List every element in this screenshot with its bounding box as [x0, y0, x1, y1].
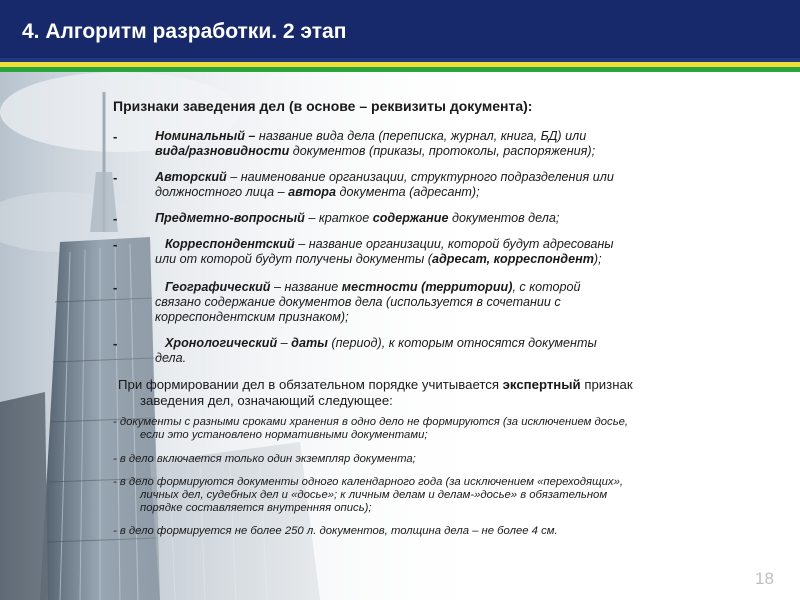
- list-item-cont: связано содержание документов дела (используется в сочетании с: [155, 295, 561, 309]
- list-dash: -: [113, 129, 118, 144]
- list-item-cont: вида/разновидности документов (приказы, протоколы, распоряжения);: [155, 144, 596, 158]
- list-item: Номинальный – название вида дела (переписка, журнал, книга, БД) или: [155, 129, 587, 143]
- item-term: Хронологический: [165, 336, 278, 350]
- list-item: Авторский – наименование организации, структурного подразделения или: [155, 170, 614, 184]
- list-item: Географический – название местности (территории), с которой: [165, 280, 581, 294]
- list-item: Хронологический – даты (период), к которым относятся документы: [165, 336, 597, 350]
- list-item-cont: дела.: [155, 351, 187, 365]
- rule-item: - в дело формируется не более 250 л. документов, толщина дела – не более 4 см.: [113, 525, 558, 537]
- rule-item: - в дело включается только один экземпляр документа;: [113, 453, 416, 465]
- list-item: Корреспондентский – название организации, которой будут адресованы: [165, 237, 614, 251]
- header-bar: [0, 0, 800, 58]
- list-item-cont: должностного лица – автора документа (адресант);: [155, 185, 480, 199]
- rule-item-cont: если это установлено нормативными документами;: [140, 429, 428, 441]
- expert-paragraph: При формировании дел в обязательном порядке учитывается экспертный признак заведения дел, означающий следующее:: [118, 377, 633, 408]
- item-term: Авторский: [155, 170, 227, 184]
- rule-item: - в дело формируются документы одного календарного года (за исключением «переходящих»,: [113, 476, 624, 488]
- section-heading: Признаки заведения дел (в основе – реквизиты документа):: [113, 98, 533, 114]
- list-dash: -: [113, 237, 118, 252]
- list-dash: -: [113, 170, 118, 185]
- rule-item-cont: личных дел, судебных дел и «досье»; к личным делам и делам-»досье» в обязательном: [140, 489, 608, 501]
- list-item-cont: корреспондентским признаком);: [155, 310, 349, 324]
- rule-item-cont: порядке составляется внутренняя опись);: [140, 502, 372, 514]
- list-item: Предметно-вопросный – краткое содержание документов дела;: [155, 211, 560, 225]
- list-dash: -: [113, 280, 118, 295]
- item-term: Номинальный –: [155, 129, 256, 143]
- list-dash: -: [113, 336, 118, 351]
- item-term: Географический: [165, 280, 271, 294]
- slide-content: [0, 72, 800, 600]
- item-term: Корреспондентский: [165, 237, 295, 251]
- slide-title: 4. Алгоритм разработки. 2 этап: [22, 20, 347, 43]
- page-number: 18: [755, 569, 774, 588]
- item-term: Предметно-вопросный: [155, 211, 305, 225]
- list-item-cont: или от которой будут получены документы (адресат, корреспондент);: [155, 252, 602, 266]
- rule-item: - документы с разными сроками хранения в одно дело не формируются (за исключением досье,: [113, 416, 629, 428]
- list-dash: -: [113, 211, 118, 226]
